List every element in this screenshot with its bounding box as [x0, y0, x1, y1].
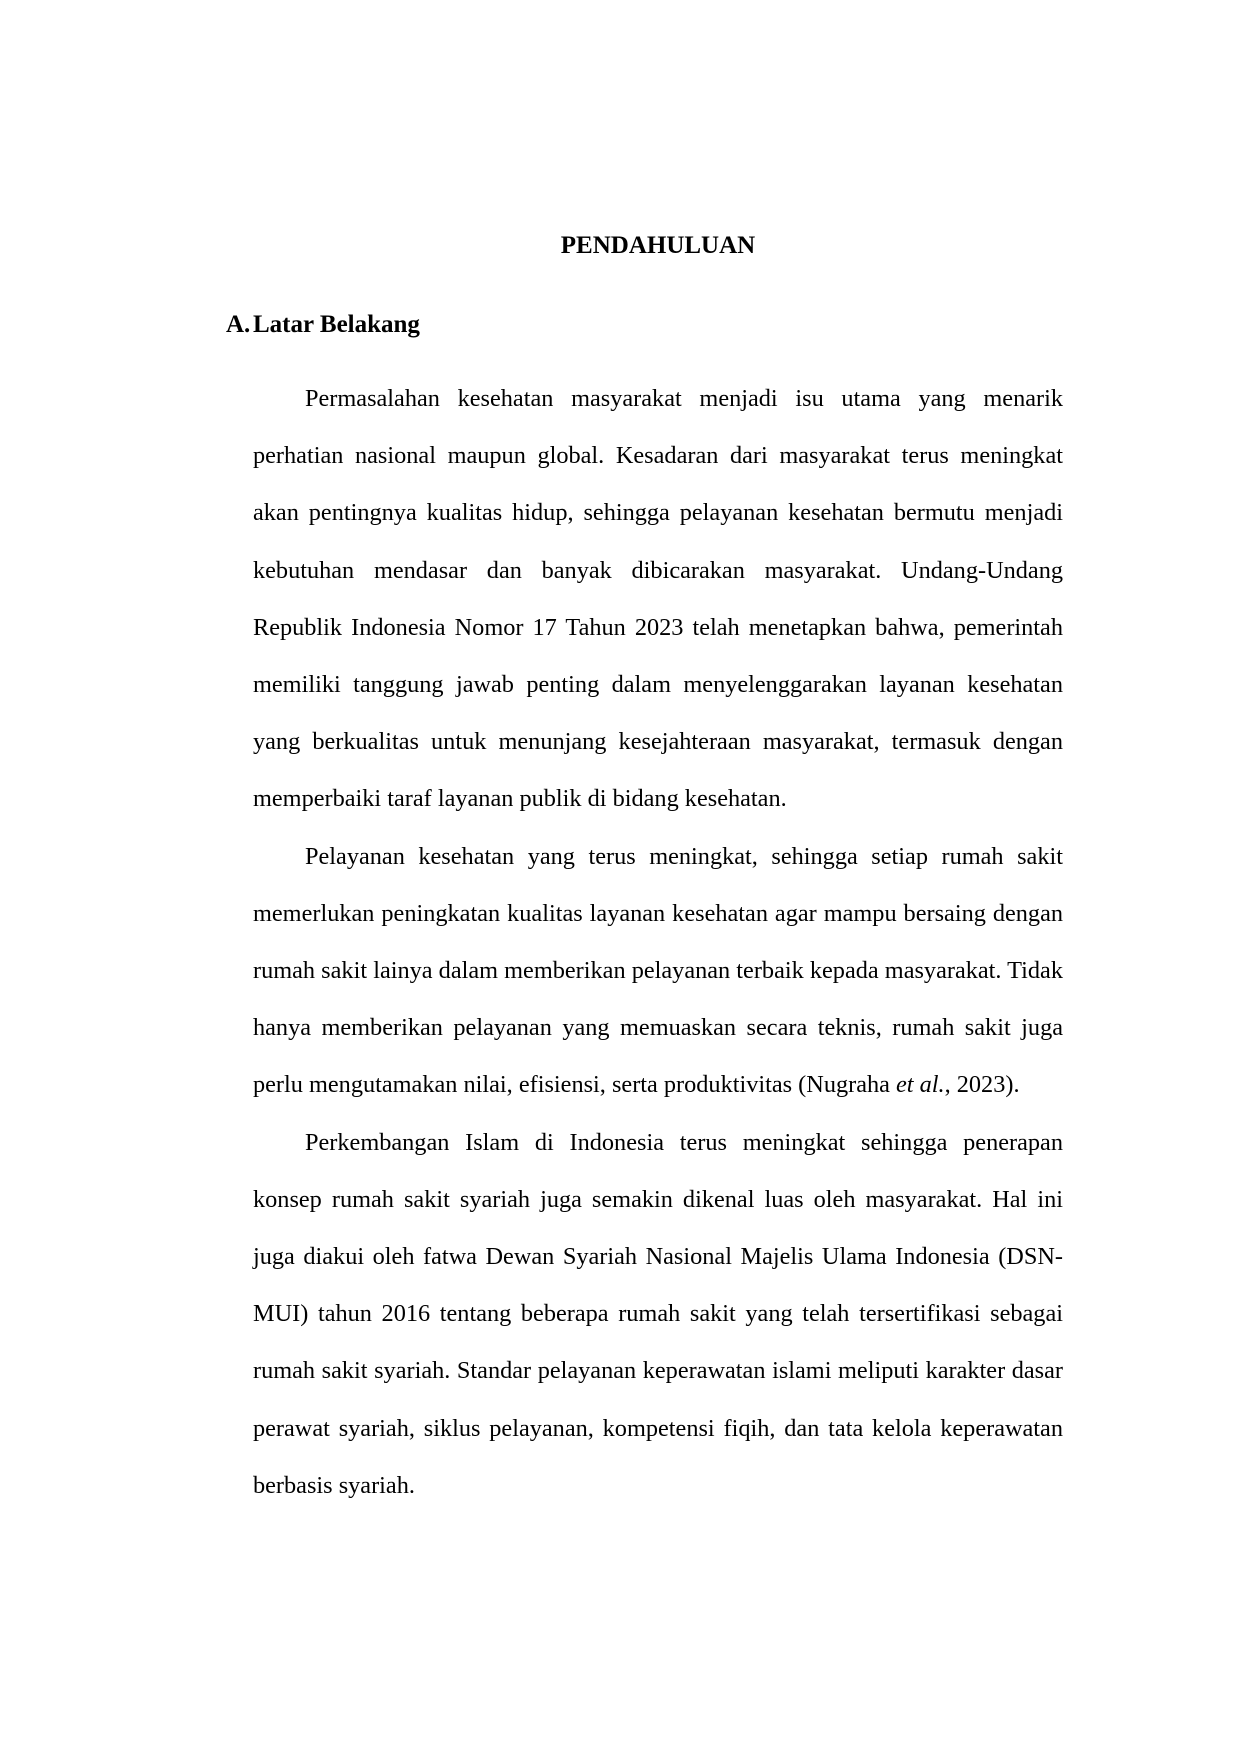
paragraph-2 [253, 828, 1063, 1114]
paragraph-1: Permasalahan kesehatan masyarakat menjadi isu utama yang menarik perhatian nasional maupun global. Kesadaran dari masyarakat terus meningkat akan pentingnya kualitas hidup, sehingga pelayanan kesehatan bermutu menjadi kebutuhan mendasar dan banyak dibicarakan masyarakat. Undang-Undang Republik Indonesia Nomor 17 Tahun 2023 telah menetapkan bahwa, pemerintah memiliki tanggung jawab penting dalam menyelenggarakan layanan kesehatan yang berkualitas untuk menunjang kesejahteraan masyarakat, termasuk dengan memperbaiki taraf layanan publik di bidang kesehatan. [253, 385, 1063, 813]
section-heading [226, 308, 420, 342]
section-title: Latar Belakang [253, 311, 420, 338]
paragraph-2-text: Pelayanan kesehatan yang terus meningkat, sehingga setiap rumah sakit memerlukan peningkatan kualitas layanan kesehatan agar mampu bersaing dengan rumah sakit lainya dalam memberikan pelayanan terbaik kepada masyarakat. Tidak hanya memberikan pelayanan yang memuaskan secara teknis, rumah sakit juga perlu mengutamakan nilai, efisiensi, serta produktivitas (Nugraha [253, 842, 1063, 1099]
paragraph-2-citation-end: , 2023). [944, 1071, 1020, 1099]
page-title: PENDAHULUAN [560, 232, 756, 259]
section-label: A. [226, 311, 251, 338]
et-al-citation: et al. [896, 1071, 945, 1099]
document-body [253, 370, 1063, 1514]
paragraph-3: Perkembangan Islam di Indonesia terus meningkat sehingga penerapan konsep rumah sakit syariah juga semakin dikenal luas oleh masyarakat. Hal ini juga diakui oleh fatwa Dewan Syariah Nasional Majelis Ulama Indonesia (DSN-MUI) tahun 2016 tentang beberapa rumah sakit yang telah tersertifikasi sebagai rumah sakit syariah. Standar pelayanan keperawatan islami meliputi karakter dasar perawat syariah, siklus pelayanan, kompetensi fiqih, dan tata kelola keperawatan berbasis syariah. [253, 1128, 1063, 1499]
